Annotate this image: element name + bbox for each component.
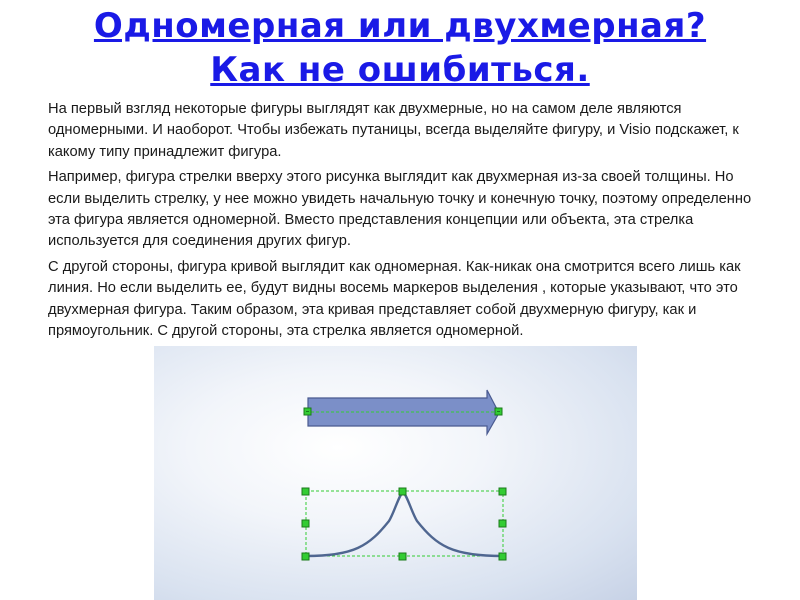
title-line-2: Как не ошибиться. [210, 50, 590, 90]
curve-handle-middle-left [302, 520, 309, 527]
curve-selection-box [306, 491, 503, 556]
title-line-1: Одномерная или двухмерная? [93, 6, 707, 46]
body-text [48, 99, 760, 346]
one-dimensional-arrow[interactable] [304, 390, 502, 434]
two-dimensional-curve[interactable] [302, 488, 506, 560]
paragraph-intro: На первый взгляд некоторые фигуры выглядят как двухмерные, но на самом деле являются одномерными. И наоборот. Чтобы избежать путаницы, всегда выделяйте фигуру, и Visio подскажет, к какому типу принадлежит фигура. [48, 101, 739, 160]
shapes-illustration [154, 346, 637, 600]
paragraph-arrow-example: Например, фигура стрелки вверху этого рисунка выглядит как двухмерная из-за своей толщины. Но если выделить стрелку, у нее можно увидеть начальную точку и конечную точку, поэтому определенно эта фигура является одномерной. Вместо представления концепции или объекта, эта стрелка используется для соединения других фигур. [48, 169, 752, 250]
curve-handle-bottom-middle [399, 553, 406, 560]
curve-handle-top-right [499, 488, 506, 495]
bell-curve [306, 492, 503, 556]
curve-handle-bottom-left [302, 553, 309, 560]
curve-handle-middle-right [499, 520, 506, 527]
paragraph-curve-example: С другой стороны, фигура кривой выглядит как одномерная. Как-никак она смотрится всего лишь как линия. Но если выделить ее, будут видны восемь маркеров выделения , которые указывают, что это двухмерная фигура. Таким образом, эта кривая представляет собой двухмерную фигуру, как и прямоугольник. С другой стороны, эта стрелка является одномерной. [48, 258, 741, 340]
curve-handle-top-left [302, 488, 309, 495]
slide-title [0, 0, 800, 92]
shapes-illustration-canvas [154, 346, 637, 600]
curve-handle-bottom-right [499, 553, 506, 560]
curve-handle-top-middle [399, 488, 406, 495]
